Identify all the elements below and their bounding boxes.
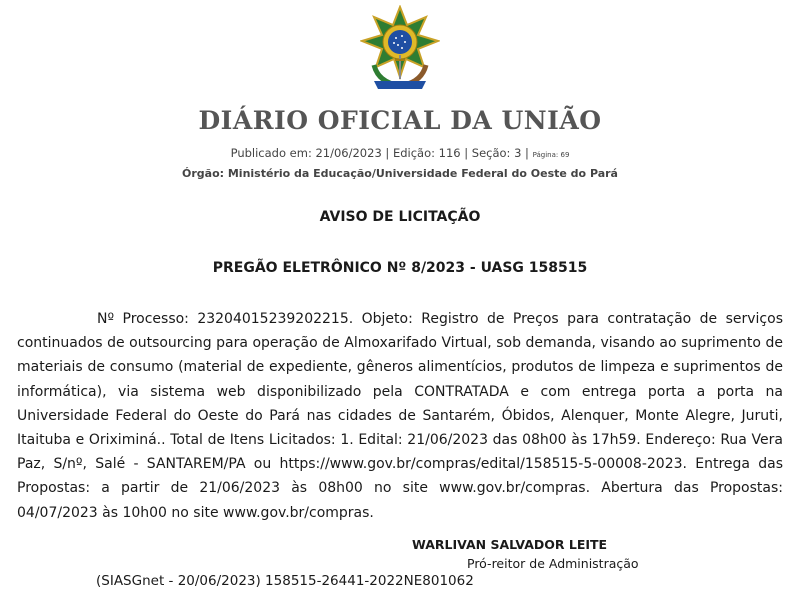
orgao-label: Órgão: — [182, 167, 228, 180]
notice-body: Nº Processo: 23204015239202215. Objeto: Registro de Preços para contratação de serviços continuados de outsourcing para operação de Almoxarifado Virtual, sob demanda, visando ao suprimento de materiais de consumo (material de expediente, gêneros alimentícios, produtos de limpeza e suprimentos de informática), via sistema web disponibilizado pela CONTRATADA e com entrega porta a porta na Universidade Federal do Oeste do Pará nas cidades de Santarém, Óbidos, Alenquer, Monte Alegre, Juruti, Itaituba e Oriximiná.. Total de Itens Licitados: 1. Edital: 21/06/2023 das 08h00 às 17h59. Endereço: Rua Vera Paz, S/nº, Salé - SANTAREM/PA ou https://www.gov.br/compras/edital/158515-5-00008-2023. Entrega das Propostas: a partir de 21/06/2023 às 08h00 no site www.gov.br/compras. Abertura das Propostas: 04/07/2023 às 10h00 no site www.gov.br/compras. — [17, 311, 783, 521]
publication-info — [0, 146, 800, 160]
page-title: DIÁRIO OFICIAL DA UNIÃO — [198, 106, 602, 135]
orgao-info — [0, 167, 800, 180]
orgao-value: Ministério da Educação/Universidade Federal do Oeste do Pará — [227, 167, 618, 180]
signer-role: Pró-reitor de Administração — [467, 556, 639, 571]
notice-heading: AVISO DE LICITAÇÃO — [319, 209, 481, 225]
publication-main: Publicado em: 21/06/2023 | Edição: 116 | Seção: 3 | — [230, 146, 533, 160]
notice-subheading: PREGÃO ELETRÔNICO Nº 8/2023 - UASG 158515 — [212, 260, 588, 276]
publication-page: Página: 69 — [532, 151, 570, 159]
siasg-reference: (SIASGnet - 20/06/2023) 158515-26441-2022NE801062 — [96, 573, 474, 589]
brazil-coat-of-arms-icon — [360, 5, 440, 91]
signer-name: WARLIVAN SALVADOR LEITE — [412, 537, 608, 552]
